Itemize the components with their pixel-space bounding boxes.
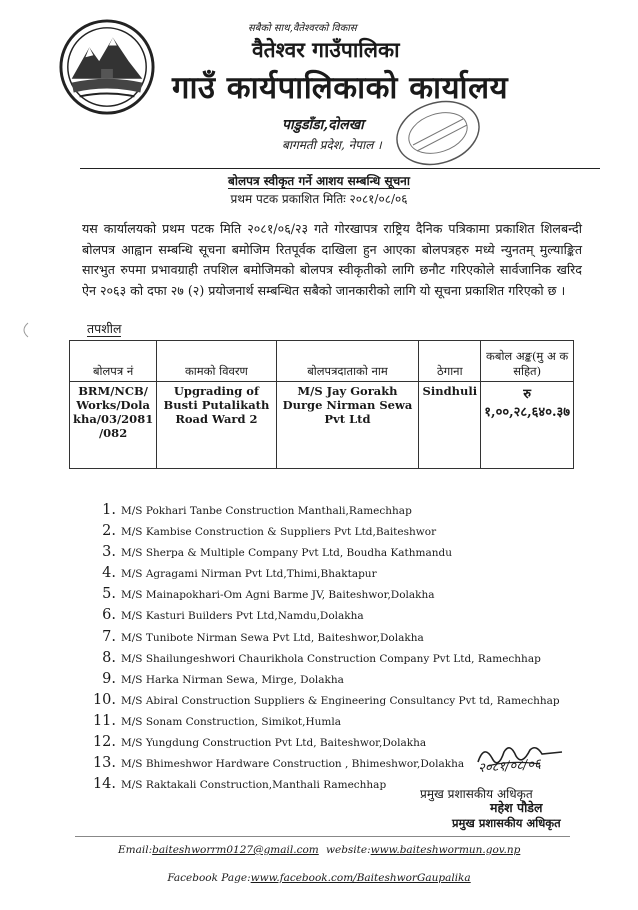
list-number: 3. <box>102 544 116 561</box>
list-item <box>92 671 560 692</box>
list-item <box>92 565 560 586</box>
list-item <box>92 713 560 734</box>
footer-rule <box>75 836 570 837</box>
cell-location: Sindhuli <box>419 382 481 469</box>
signatory-title: प्रमुख प्रशासकीय अधिकृत <box>420 787 533 801</box>
award-table <box>69 340 574 469</box>
schedule-label-text: तपशील <box>87 321 122 336</box>
list-text: M/S Pokhari Tanbe Construction Manthali,Ramechhap <box>121 505 412 517</box>
office-stamp <box>383 95 483 167</box>
address-line-1: पाडुडाँडा,दोलखा <box>282 117 364 133</box>
list-text: M/S Kasturi Builders Pvt Ltd,Namdu,Dolakha <box>121 610 364 623</box>
list-item <box>92 607 560 628</box>
header-bid-no: बोलपत्र नं <box>70 341 157 382</box>
office-name: गाउँ कार्यपालिकाको कार्यालय <box>172 70 509 106</box>
list-item <box>92 692 560 713</box>
website-label: website: <box>326 844 371 856</box>
list-text: M/S Yungdung Construction Pvt Ltd, Baiteshwor,Dolakha <box>121 737 427 750</box>
municipality-logo <box>58 18 156 116</box>
address-line-2: बागमती प्रदेश, नेपाल । <box>282 138 382 152</box>
notice-subject-text: बोलपत्र स्वीकृत गर्ने आशय सम्बन्धि सूचना <box>228 174 410 188</box>
margin-mark <box>18 322 32 338</box>
list-number: 10. <box>92 691 116 708</box>
list-number: 1. <box>102 502 116 518</box>
email-label: Email: <box>118 844 153 856</box>
list-number: 8. <box>102 649 116 666</box>
publish-date: प्रथम पटक प्रकाशित मितिः २०८१/०८/०६ <box>230 192 408 206</box>
list-number: 11. <box>92 712 116 729</box>
list-text: M/S Sherpa & Multiple Company Pvt Ltd, Boudha Kathmandu <box>121 547 452 560</box>
cell-amount: रु १,००,२८,६४०.३७ <box>481 382 574 469</box>
list-number: 2. <box>102 523 116 540</box>
facebook-link[interactable]: www.facebook.com/BaiteshworGaupalika <box>250 872 471 884</box>
header-amount: कबोल अङ्क(मु अ क सहित) <box>481 341 574 382</box>
list-text: M/S Shailungeshwori Chaurikhola Construction Company Pvt Ltd, Ramechhap <box>121 652 541 665</box>
list-item <box>92 544 560 565</box>
footer-facebook <box>0 872 638 884</box>
list-text: M/S Bhimeshwor Hardware Construction , Bhimeshwor,Dolakha <box>121 758 465 771</box>
cell-work: Upgrading of Busti Putalikath Road Ward 2 <box>157 382 276 469</box>
list-number: 14. <box>92 776 116 793</box>
signature-date: २०८१/०८/०६ <box>477 756 542 777</box>
municipality-name: वैतेश्वर गाउँपालिका <box>252 37 400 62</box>
header-bidder: बोलपत्रदाताको नाम <box>276 341 419 382</box>
list-item <box>92 629 560 650</box>
notice-body: यस कार्यालयको प्रथम पटक मिति २०८१/०६/२३ गते गोरखापत्र राष्ट्रिय दैनिक पत्रिकामा प्रकाशित शिलबन्दी बोलपत्र आह्वान सम्बन्धि सूचना बमोजिम रितपूर्वक दाखिला हुन आएका बोलपत्रहरु मध्ये न्युनतम् मुल्याङ्कित सारभुत रुपमा प्रभावग्राही तपशिल बमोजिमको बोलपत्र स्वीकृतीको लागि छनौट गरिएकोले सार्वजानिक खरिद ऐन २०६३ को दफा २७ (२) प्रयोजनार्थ सम्बन्धित सबैको जानकारीको लागि यो सूचना प्रकाशित गरिएको छ । <box>82 221 582 298</box>
list-number: 6. <box>102 607 116 624</box>
table-row <box>70 382 574 469</box>
footer-email <box>118 844 319 856</box>
notice-subject <box>0 172 638 189</box>
list-number: 4. <box>102 565 116 582</box>
header-rule <box>80 168 600 169</box>
list-text: M/S Tunibote Nirman Sewa Pvt Ltd, Baiteshwor,Dolakha <box>121 631 424 644</box>
list-number: 13. <box>92 755 116 772</box>
website-link[interactable]: www.baiteshwormun.gov.np <box>370 844 521 856</box>
schedule-label <box>87 320 121 337</box>
cell-bidder: M/S Jay Gorakh Durge Nirman Sewa Pvt Ltd <box>276 382 419 469</box>
list-item <box>92 586 560 607</box>
list-item <box>92 502 560 523</box>
signatory-designation: प्रमुख प्रशासकीय अधिकृत <box>452 816 561 830</box>
motto: सबैको साथ,वैतेश्वरको विकास <box>248 23 357 34</box>
list-text: M/S Raktakali Construction,Manthali Ramechhap <box>121 779 387 792</box>
list-number: 7. <box>102 628 116 645</box>
list-item <box>92 523 560 544</box>
list-number: 5. <box>102 586 116 603</box>
list-text: M/S Sonam Construction, Simikot,Humla <box>121 715 341 728</box>
list-text: M/S Mainapokhari-Om Agni Barme JV, Baiteshwor,Dolakha <box>121 589 435 602</box>
table-header-row <box>70 341 574 382</box>
facebook-label: Facebook Page: <box>167 872 251 884</box>
list-number: 9. <box>102 670 116 687</box>
header-location: ठेगाना <box>419 341 481 382</box>
email-link[interactable]: baiteshworrm0127@gmail.com <box>152 844 319 856</box>
list-text: M/S Agragami Nirman Pvt Ltd,Thimi,Bhaktapur <box>121 568 377 581</box>
header-work: कामको विवरण <box>157 341 276 382</box>
list-text: M/S Abiral Construction Suppliers & Engineering Consultancy Pvt td, Ramechhap <box>121 694 560 707</box>
list-text: M/S Kambise Construction & Suppliers Pvt Ltd,Baiteshwor <box>121 526 437 539</box>
list-item <box>92 650 560 671</box>
list-number: 12. <box>92 734 116 751</box>
cell-bid-no: BRM/NCB/ Works/Dola kha/03/2081 /082 <box>70 382 157 469</box>
footer-website <box>326 844 520 856</box>
signatory-name: महेश पौडेल <box>490 800 543 815</box>
list-text: M/S Harka Nirman Sewa, Mirge, Dolakha <box>121 673 344 686</box>
